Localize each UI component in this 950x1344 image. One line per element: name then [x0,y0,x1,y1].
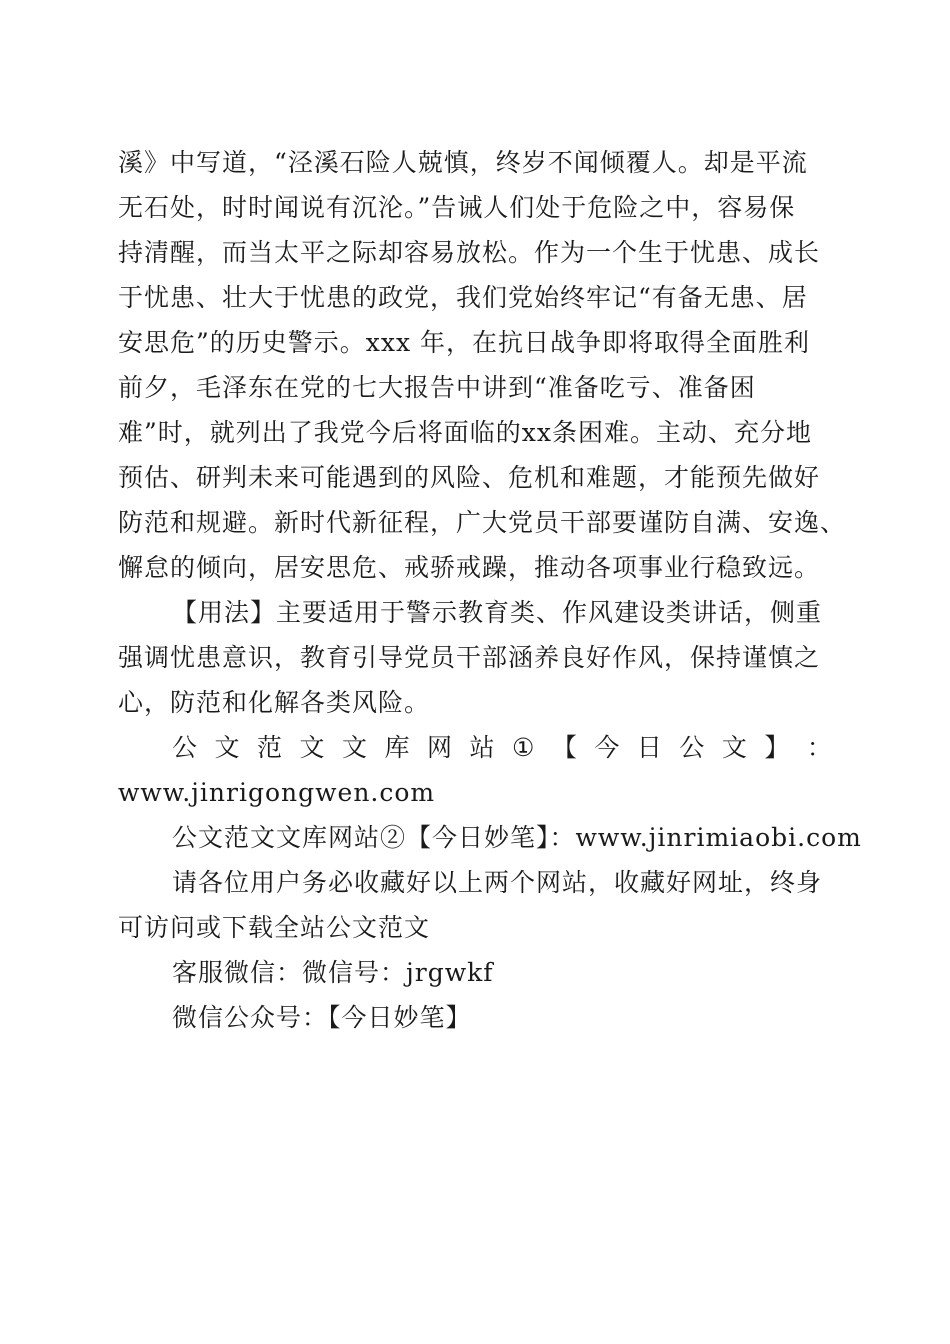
text-line: 强调忧患意识，教育引导党员干部涵养良好作风，保持谨慎之 [118,643,821,672]
text-line: 预估、研判未来可能遇到的风险、危机和难题，才能预先做好 [118,463,821,492]
main-paragraph [118,140,847,590]
text-line: 溪》中写道，“泾溪石险人兢慎，终岁不闻倾覆人。却是平流 [118,148,808,177]
text-line: 前夕，毛泽东在党的七大报告中讲到“准备吃亏、准备困 [118,373,756,402]
text-line: 懈怠的倾向，居安思危、戒骄戒躁，推动各项事业行稳致远。 [118,553,821,582]
website-1-url[interactable]: www.jinrigongwen.com [118,778,436,807]
text-line: 请各位用户务必收藏好以上两个网站，收藏好网址，终身 [172,868,823,897]
text-line: 安思危”的历史警示。xxx 年，在抗日战争即将取得全面胜利 [118,328,811,357]
text-line: 可访问或下载全站公文范文 [118,913,431,942]
text-line: 防范和规避。新时代新征程，广大党员干部要谨防自满、安逸、 [118,508,847,537]
text-line: 【用法】主要适用于警示教育类、作风建设类讲话，侧重 [172,598,823,627]
usage-paragraph [118,590,832,725]
website-1-label: 公 文 范 文 文 库 网 站 ① 【 今 日 公 文 】 ： [172,733,832,762]
bookmark-notice [118,860,832,950]
text-line: 无石处，时时闻说有沉沦。”告诫人们处于危险之中，容易保 [118,193,796,222]
website-2-line[interactable]: 公文范文文库网站②【今日妙笔】：www.jinrimiaobi.com [172,823,862,852]
official-account: 微信公众号：【今日妙笔】 [172,1003,472,1032]
text-line: 难”时，就列出了我党今后将面临的xx条困难。主动、充分地 [118,418,812,447]
customer-service-wechat: 客服微信：微信号：jrgwkf [172,958,494,987]
text-line: 于忧患、壮大于忧患的政党，我们党始终牢记“有备无患、居 [118,283,808,312]
text-line: 心，防范和化解各类风险。 [118,688,431,717]
text-line: 持清醒，而当太平之际却容易放松。作为一个生于忧患、成长 [118,238,821,267]
document-page [118,140,862,1040]
